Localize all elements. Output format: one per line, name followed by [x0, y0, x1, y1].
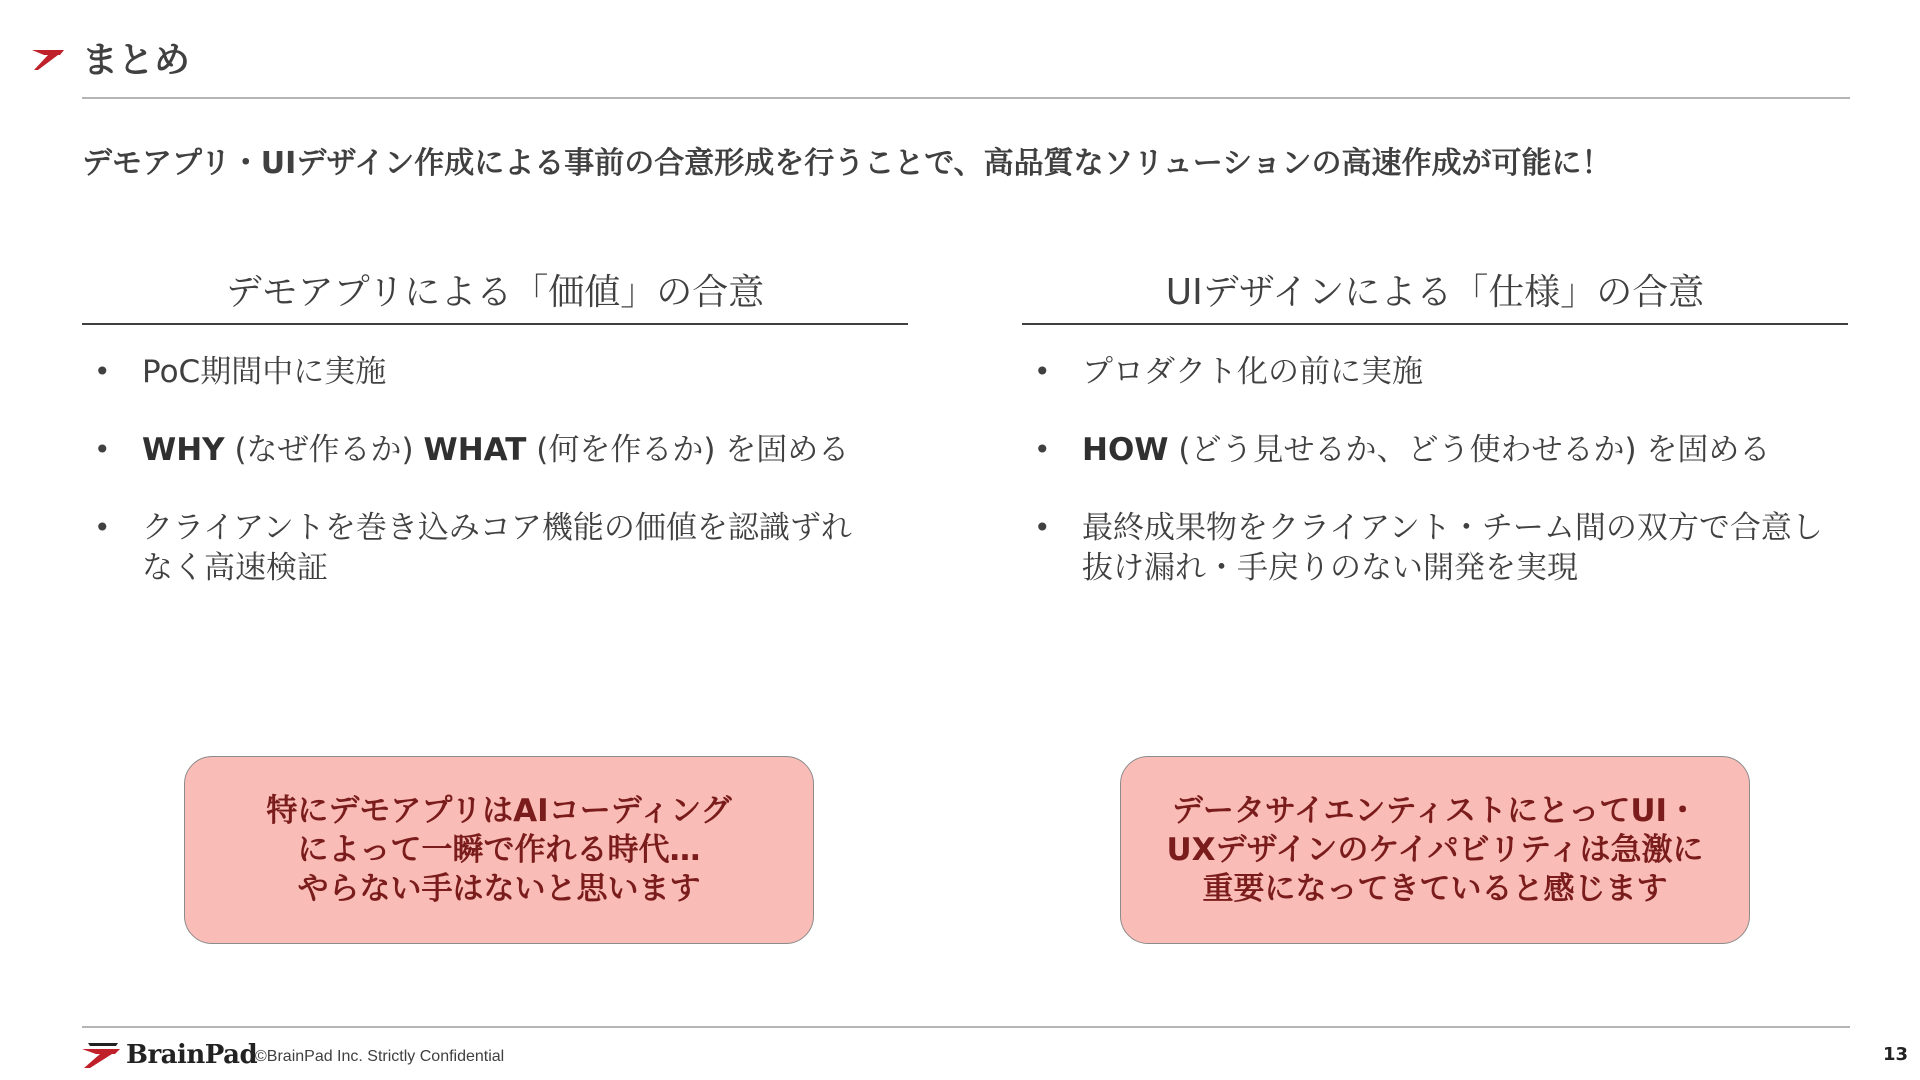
- bullet-icon: •: [1034, 511, 1051, 544]
- right-bullet-list: [1022, 352, 1848, 626]
- list-item: • クライアントを巻き込みコア機能の価値を認識ずれなく高速検証: [94, 510, 852, 586]
- list-item: • WHY (なぜ作るか) WHAT (何を作るか) を固める: [94, 432, 850, 468]
- footer-divider: [82, 1026, 1850, 1028]
- right-column-heading: UIデザインによる「仕様」の合意: [1165, 272, 1705, 313]
- brand-name: BrainPad: [126, 1040, 258, 1070]
- bullet-icon: •: [94, 511, 111, 544]
- callout-line: データサイエンティストにとってUI・: [1171, 792, 1699, 829]
- brainpad-mark-icon: [30, 46, 66, 72]
- copyright-text: ©BrainPad Inc. Strictly Confidential: [255, 1048, 505, 1065]
- page-title: まとめ: [82, 40, 191, 81]
- brainpad-logo: [80, 1040, 257, 1070]
- bullet-icon: •: [94, 355, 111, 388]
- bullet-icon: •: [1034, 433, 1051, 466]
- left-column-heading: デモアプリによる「価値」の合意: [225, 272, 765, 313]
- callout-line: 特にデモアプリはAIコーディング: [266, 792, 732, 829]
- list-item: • プロダクト化の前に実施: [1034, 354, 1423, 390]
- left-column-divider: [82, 323, 908, 325]
- callout-line: UXデザインのケイパビリティは急激に: [1166, 831, 1704, 868]
- right-column-divider: [1022, 323, 1848, 325]
- title-divider: [82, 97, 1850, 99]
- left-callout: [184, 756, 814, 944]
- page-number: 13: [1882, 1044, 1908, 1065]
- bullet-icon: •: [94, 433, 111, 466]
- left-bullet-list: [82, 352, 902, 626]
- callout-line: によって一瞬で作れる時代…: [297, 831, 701, 868]
- headline: デモアプリ・UIデザイン作成による事前の合意形成を行うことで、高品質なソリューションの高速作成が可能に！: [82, 146, 1612, 181]
- brainpad-mark-icon: [80, 1041, 122, 1069]
- list-item: • HOW (どう見せるか、どう使わせるか) を固める: [1034, 432, 1771, 468]
- list-item: • PoC期間中に実施: [94, 354, 387, 390]
- list-item: • 最終成果物をクライアント・チーム間の双方で合意し抜け漏れ・手戻りのない開発を実現: [1034, 510, 1823, 586]
- bullet-icon: •: [1034, 355, 1051, 388]
- callout-line: 重要になってきていると感じます: [1202, 870, 1668, 907]
- callout-line: やらない手はないと思います: [297, 870, 701, 907]
- right-callout: [1120, 756, 1750, 944]
